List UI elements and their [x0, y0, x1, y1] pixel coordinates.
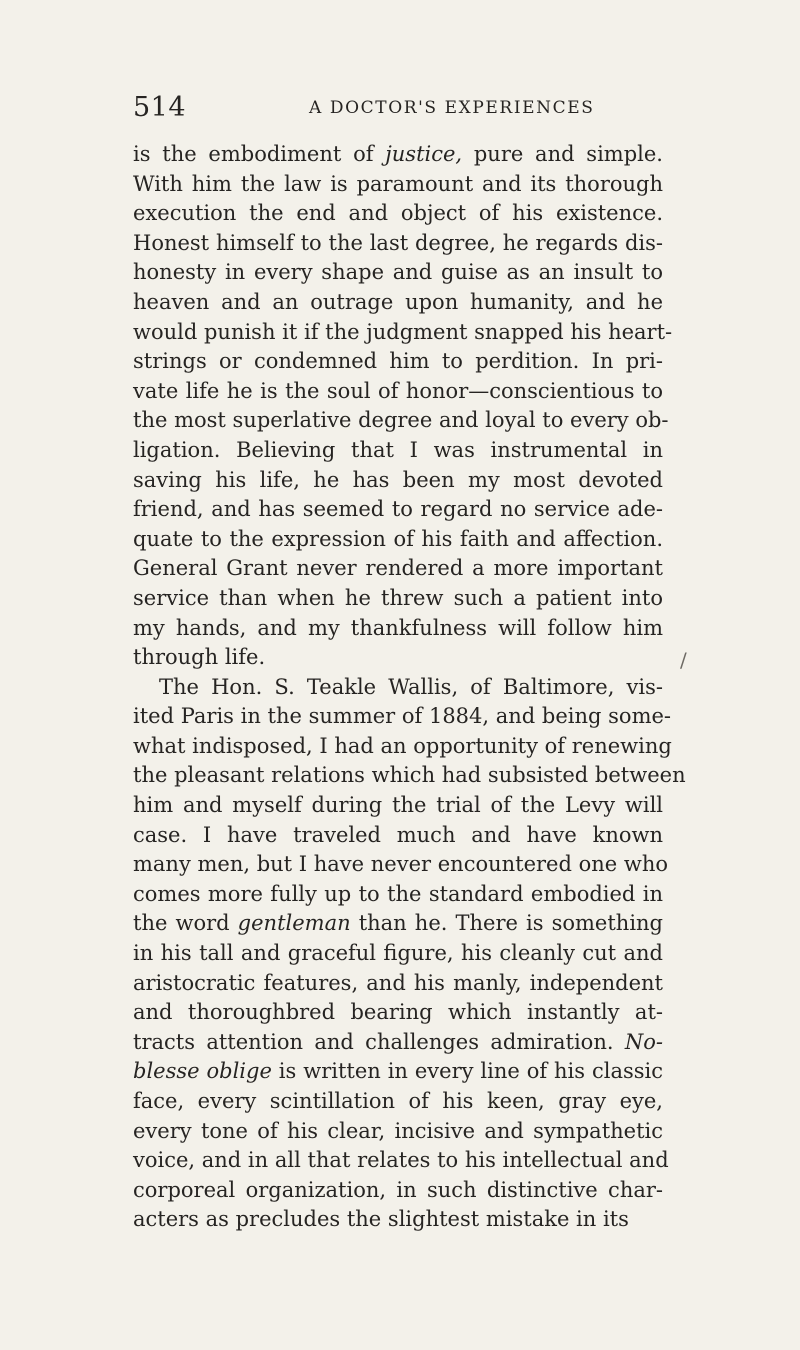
text-segment: is written in every line of his classic	[271, 1059, 664, 1084]
text-segment: tracts attention and challenges admiration.	[133, 1029, 625, 1054]
text-line	[133, 525, 663, 555]
text-line	[133, 1087, 663, 1117]
text-line	[133, 821, 663, 851]
text-segment: what indisposed, I had an opportunity of renewing	[133, 733, 672, 758]
text-line	[133, 554, 663, 584]
text-line	[133, 258, 663, 288]
text-line	[133, 1028, 663, 1058]
text-segment: The Hon. S. Teakle Wallis, of Baltimore, vis-	[159, 674, 663, 699]
text-segment: and thoroughbred bearing which instantly at-	[133, 1000, 663, 1025]
text-segment: ited Paris in the summer of 1884, and being some-	[133, 704, 672, 729]
text-segment: General Grant never rendered a more important	[133, 556, 663, 581]
text-segment: quate to the expression of his faith and affection.	[133, 526, 663, 551]
text-segment: With him the law is paramount and its thorough	[133, 171, 663, 196]
text-line	[133, 939, 663, 969]
body-text	[133, 140, 686, 1235]
text-segment: him and myself during the trial of the Levy will	[133, 793, 663, 818]
text-segment: service than when he threw such a patient into	[133, 585, 663, 610]
text-segment: in his tall and graceful figure, his cleanly cut and	[133, 941, 663, 966]
text-line	[133, 702, 672, 732]
text-segment: friend, and has seemed to regard no service ade-	[133, 497, 663, 522]
text-segment: honesty in every shape and guise as an insult to	[133, 260, 663, 285]
text-line	[133, 850, 669, 880]
text-segment: than he. There is something	[350, 911, 664, 936]
text-line	[133, 998, 663, 1028]
text-line	[133, 140, 663, 170]
text-segment: would punish it if the judgment snapped his heart-	[133, 319, 673, 344]
italic-text: gentleman	[237, 911, 351, 936]
text-segment: execution the end and object of his existence.	[133, 201, 663, 226]
text-segment: case. I have traveled much and have known	[133, 822, 663, 847]
text-segment: the word	[133, 911, 238, 936]
text-segment: is the embodiment of	[133, 142, 386, 166]
text-segment: vate life he is the soul of honor—conscientious to	[133, 378, 663, 403]
italic-text: No-	[624, 1029, 663, 1054]
running-head: A DOCTOR'S EXPERIENCES	[309, 98, 595, 118]
text-line	[133, 436, 663, 466]
text-segment: aristocratic features, and his manly, independent	[133, 970, 663, 995]
text-line	[133, 584, 663, 614]
text-line	[133, 347, 663, 377]
text-segment: pure and simple.	[462, 142, 663, 166]
text-segment: the pleasant relations which had subsisted between	[133, 763, 686, 788]
italic-text: justice,	[385, 142, 463, 166]
text-segment: heaven and an outrage upon humanity, and he	[133, 289, 663, 314]
text-line	[133, 1146, 669, 1176]
text-line	[133, 969, 663, 999]
text-segment: acters as precludes the slightest mistake in its	[133, 1207, 629, 1232]
text-segment: comes more fully up to the standard embodied in	[133, 881, 663, 906]
text-line	[133, 732, 672, 762]
text-segment: ligation. Believing that I was instrumental in	[133, 437, 663, 462]
text-segment: every tone of his clear, incisive and sympathetic	[133, 1118, 663, 1143]
text-segment: face, every scintillation of his keen, gray eye,	[133, 1089, 663, 1113]
text-line	[133, 377, 663, 407]
page-number: 514	[133, 92, 187, 123]
page-header	[133, 92, 663, 132]
text-line	[133, 909, 663, 939]
text-line	[133, 199, 663, 229]
text-line	[133, 495, 663, 525]
text-line	[133, 643, 663, 673]
text-segment: Honest himself to the last degree, he regards dis-	[133, 230, 663, 255]
text-segment: strings or condemned him to perdition. In pri-	[133, 349, 663, 374]
text-line	[133, 1176, 663, 1206]
text-segment: saving his life, he has been my most devoted	[133, 467, 663, 492]
italic-text: blesse oblige	[133, 1059, 272, 1084]
text-segment: through life.	[133, 645, 266, 670]
text-line	[133, 1057, 663, 1087]
text-line	[133, 614, 663, 644]
margin-mark: /	[680, 648, 687, 672]
text-segment: corporeal organization, in such distinctive char-	[133, 1177, 663, 1202]
text-line	[133, 1117, 663, 1147]
text-segment: the most superlative degree and loyal to every ob-	[133, 408, 669, 433]
text-line	[133, 673, 663, 703]
text-line	[133, 288, 663, 318]
text-line	[133, 1205, 663, 1235]
text-line	[133, 406, 669, 436]
text-segment: many men, but I have never encountered one who	[133, 852, 669, 877]
text-line	[133, 791, 663, 821]
text-segment: voice, and in all that relates to his intellectual and	[133, 1148, 669, 1173]
text-segment: my hands, and my thankfulness will follow him	[133, 615, 663, 640]
text-line	[133, 466, 663, 496]
text-line	[133, 170, 663, 200]
text-line	[133, 761, 686, 791]
text-line	[133, 880, 663, 910]
text-line	[133, 318, 673, 348]
text-line	[133, 229, 663, 259]
